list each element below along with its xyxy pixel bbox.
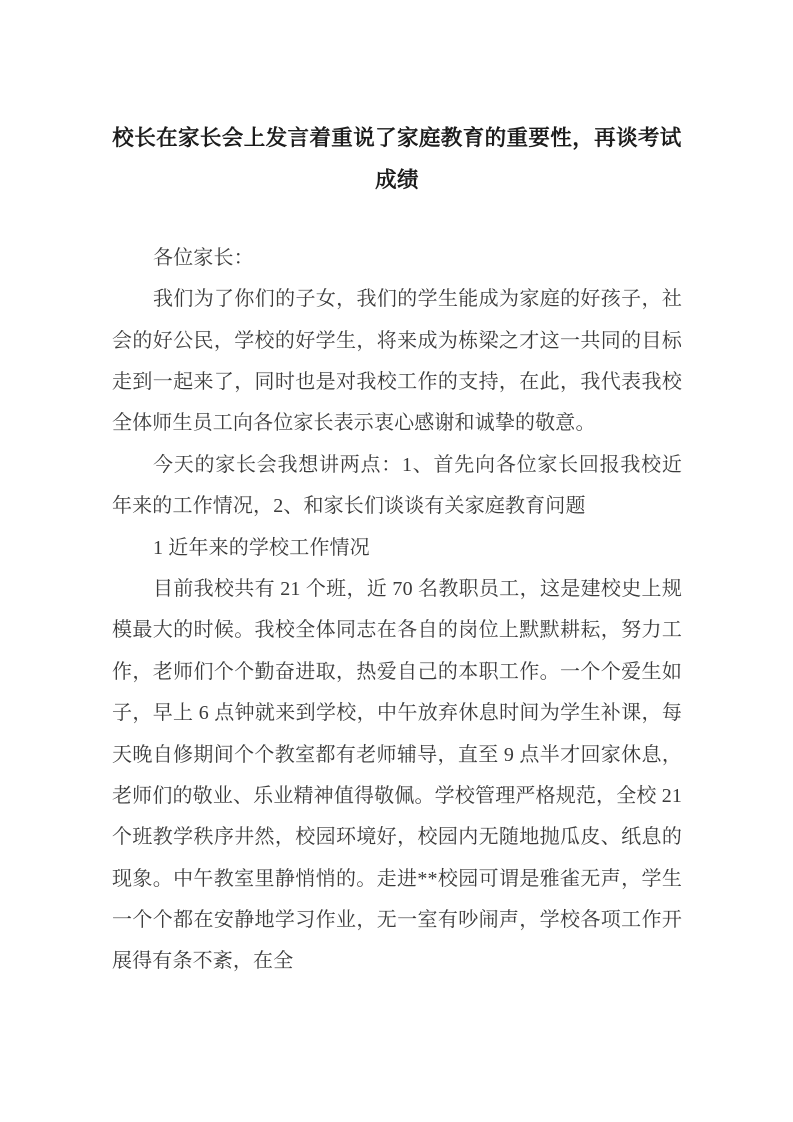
document-title: 校长在家长会上发言着重说了家庭教育的重要性，再谈考试成绩 xyxy=(112,126,682,192)
section-heading-1: 1 近年来的学校工作情况 xyxy=(153,536,370,559)
paragraph-agenda: 今天的家长会我想讲两点：1、首先向各位家长回报我校近年来的工作情况，2、和家长们谈谈有关家庭教育问题 xyxy=(112,453,682,518)
title-body-spacer xyxy=(112,202,682,238)
paragraph-greeting: 我们为了你们的子女，我们的学生能成为家庭的好孩子，社会的好公民，学校的好学生，将来成为栋梁之才这一共同的目标走到一起来了，同时也是对我校工作的支持，在此，我代表我校全体师生员工向各位家长表示衷心感谢和诚挚的敬意。 xyxy=(112,288,682,435)
salutation-line: 各位家长： xyxy=(153,246,254,269)
paragraph-school-status: 目前我校共有 21 个班，近 70 名教职员工，这是建校史上规模最大的时候。我校全体同志在各自的岗位上默默耕耘，努力工作，老师们个个勤奋进取，热爱自己的本职工作。一个个爱生如子，早上 6 点钟就来到学校，中午放弃休息时间为学生补课，每天晚自修期间个个教室都有老师辅导，直至 9 点半才回家休息，老师们的敬业、乐业精神值得敬佩。学校管理严格规范，全校 21 个班教学秩序井然，校园环境好，校园内无随地抛瓜皮、纸息的现象。中午教室里静悄悄的。走进**校园可谓是雅雀无声，学生一个个都在安静地学习作业，无一室有吵闹声，学校各项工作开展得有条不紊，在全 xyxy=(112,577,682,973)
document-content xyxy=(112,118,682,983)
